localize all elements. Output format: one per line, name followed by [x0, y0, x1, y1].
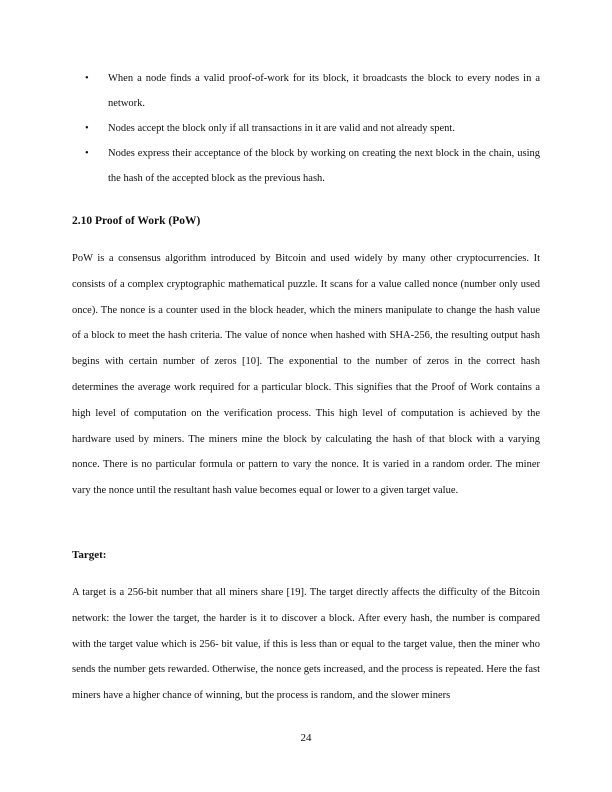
bullet-icon: •: [85, 123, 89, 134]
target-heading: Target:: [72, 548, 107, 561]
section-heading: 2.10 Proof of Work (PoW): [72, 215, 201, 227]
bullet-text: When a node finds a valid proof-of-work for its block, it broadcasts the block to every nodes in a network.: [108, 73, 540, 109]
bullet-icon: •: [85, 148, 89, 159]
bullet-item: [72, 141, 540, 191]
section-paragraph: PoW is a consensus algorithm introduced by Bitcoin and used widely by many other cryptocurrencies. It consists of a complex cryptographic mathematical puzzle. It scans for a value called nonce (number only used once). The nonce is a counter used in the block header, which the miners manipulate to change the hash value of a block to meet the hash criteria. The value of nonce when hashed with SHA-256, the resulting output hash begins with certain number of zeros [10]. The exponential to the number of zeros in the correct hash determines the average work required for a particular block. This signifies that the Proof of Work contains a high level of computation on the verification process. This high level of computation is achieved by the hardware used by miners. The miners mine the block by calculating the hash of that block with a varying nonce. There is no particular formula or pattern to vary the nonce. It is varied in a random order. The miner vary the nonce until the resultant hash value becomes equal or lower to a given target value.: [72, 253, 540, 497]
bullet-text: Nodes express their acceptance of the block by working on creating the next block in the chain, using the hash of the accepted block as the previous hash.: [108, 148, 540, 184]
page-body: [72, 66, 540, 709]
bullet-text: Nodes accept the block only if all transactions in it are valid and not already spent.: [108, 123, 455, 134]
bullet-item: [72, 66, 540, 116]
target-paragraph: A target is a 256-bit number that all miners share [19]. The target directly affects the difficulty of the Bitcoin network: the lower the target, the harder is it to discover a block. After every hash, the number is compared with the target value which is 256- bit value, if this is less than or equal to the target value, then the miner who sends the number gets rewarded. Otherwise, the nonce gets increased, and the process is repeated. Here the fast miners have a higher chance of winning, but the process is random, and the slower miners: [72, 586, 540, 702]
bullet-icon: •: [85, 73, 89, 84]
page-number: 24: [300, 732, 312, 744]
bullet-item: [72, 116, 540, 141]
bullet-list: [72, 66, 540, 191]
